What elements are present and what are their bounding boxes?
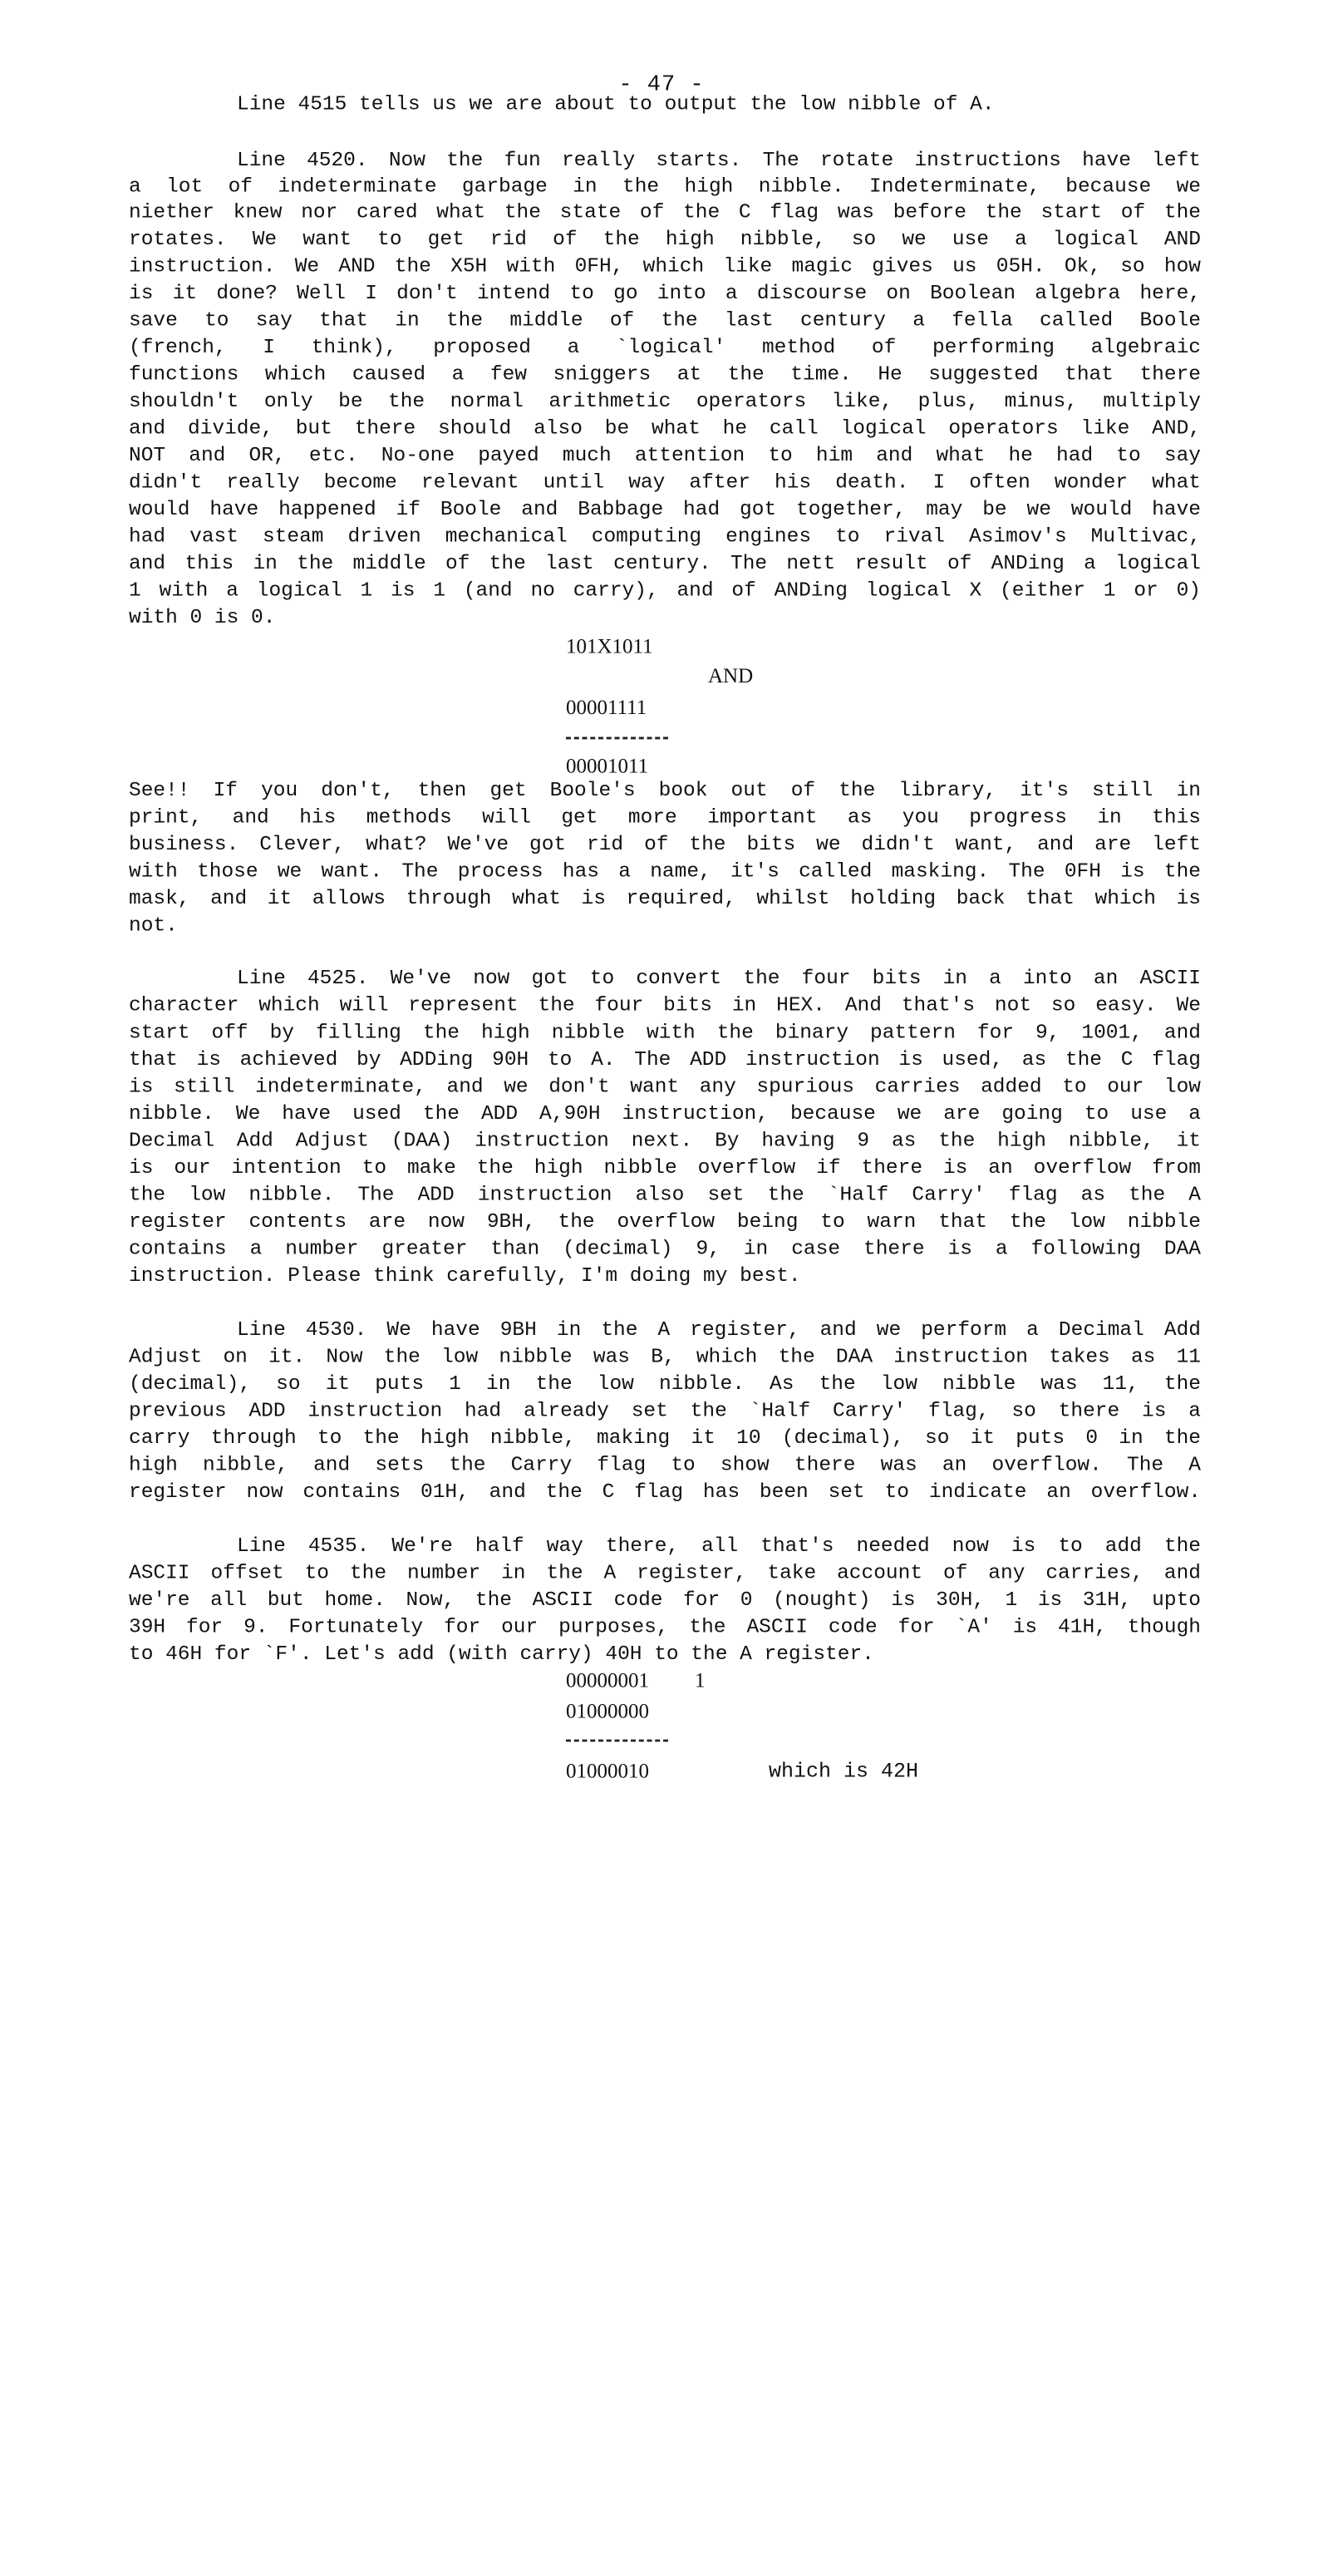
paragraph-line: the low nibble. The ADD instruction also set the `Half Carry' flag as the A — [129, 1184, 1201, 1207]
paragraph-line: contains a number greater than (decimal) 9, in case there is a following DAA — [129, 1238, 1201, 1261]
paragraph-line: previous ADD instruction had already set the `Half Carry' flag, so there is a — [129, 1400, 1201, 1423]
paragraph-line: Adjust on it. Now the low nibble was B, which the DAA instruction takes as 11 — [129, 1346, 1201, 1369]
paragraph-line: Line 4535. We're half way there, all that's needed now is to add the — [237, 1535, 1201, 1559]
paragraph-line: we're all but home. Now, the ASCII code for 0 (nought) is 30H, 1 is 31H, upto — [129, 1589, 1201, 1613]
paragraph-line: instruction. Please think carefully, I'm doing my best. — [129, 1264, 801, 1288]
paragraph-line: (french, I think), proposed a `logical' method of performing algebraic — [129, 336, 1201, 359]
paragraph-line: is our intention to make the high nibble overflow if there is an overflow from — [129, 1156, 1201, 1180]
page-number: - 47 - — [618, 72, 705, 98]
paragraph-line: Line 4520. Now the fun really starts. The rotate instructions have left — [237, 150, 1201, 173]
paragraph-line: business. Clever, what? We've got rid of the bits we didn't want, and are left — [129, 834, 1201, 857]
paragraph-line: is it done? Well I don't intend to go into a discourse on Boolean algebra here, — [129, 282, 1201, 305]
paragraph-line: NOT and OR, etc. No-one payed much attention to him and what he had to say — [129, 445, 1201, 468]
paragraph-line: Line 4525. We've now got to convert the four bits in a into an ASCII — [237, 968, 1201, 991]
paragraph-line: and this in the middle of the last century. The nett result of ANDing a logical — [129, 553, 1201, 576]
and-operand-1: 101X1011 — [566, 635, 653, 658]
paragraph-line: not. — [129, 914, 178, 938]
add-carry-bit: 1 — [695, 1669, 706, 1692]
paragraph-line: register now contains 01H, and the C flag has been set to indicate an overflow. — [129, 1481, 1201, 1505]
add-operand-1: 00000001 — [566, 1669, 649, 1692]
paragraph-line: niether knew nor cared what the state of the C flag was before the start of the — [129, 201, 1201, 224]
paragraph-line: Line 4530. We have 9BH in the A register, and we perform a Decimal Add — [237, 1318, 1201, 1342]
paragraph-line: that is achieved by ADDing 90H to A. The ADD instruction is used, as the C flag — [129, 1048, 1201, 1071]
paragraph-line: ASCII offset to the number in the A register, take account of any carries, and — [129, 1562, 1201, 1585]
and-operand-2: 00001111 — [566, 697, 647, 720]
paragraph-line: a lot of indeterminate garbage in the high nibble. Indeterminate, because we — [129, 175, 1201, 199]
paragraph-line: had vast steam driven mechanical computing engines to rival Asimov's Multivac, — [129, 525, 1201, 549]
paragraph-line: Line 4515 tells us we are about to output the low nibble of A. — [237, 93, 995, 116]
paragraph-line: register contents are now 9BH, the overflow being to warn that the low nibble — [129, 1210, 1201, 1234]
paragraph-line: (decimal), so it puts 1 in the low nibble. As the low nibble was 11, the — [129, 1373, 1201, 1396]
paragraph-line: save to say that in the middle of the last century a fella called Boole — [129, 309, 1201, 332]
paragraph-line: with those we want. The process has a name, it's called masking. The 0FH is the — [129, 860, 1201, 884]
and-separator-line — [566, 737, 668, 740]
add-result-note: which is 42H — [769, 1759, 919, 1784]
paragraph-line: 39H for 9. Fortunately for our purposes, the ASCII code for `A' is 41H, though — [129, 1616, 1201, 1639]
paragraph-line: Decimal Add Adjust (DAA) instruction next. By having 9 as the high nibble, it — [129, 1130, 1201, 1153]
paragraph-line: 1 with a logical 1 is 1 (and no carry), and of ANDing logical X (either 1 or 0) — [129, 579, 1201, 603]
paragraph-line: carry through to the high nibble, making it 10 (decimal), so it puts 0 in the — [129, 1427, 1201, 1451]
paragraph-line: shouldn't only be the normal arithmetic operators like, plus, minus, multiply — [129, 391, 1201, 414]
paragraph-line: print, and his methods will get more important as you progress in this — [129, 806, 1201, 830]
paragraph-line: high nibble, and sets the Carry flag to show there was an overflow. The A — [129, 1454, 1201, 1477]
paragraph-line: character which will represent the four bits in HEX. And that's not so easy. We — [129, 994, 1201, 1017]
paragraph-line: mask, and it allows through what is required, whilst holding back that which is — [129, 888, 1201, 911]
add-result: 01000010 — [566, 1760, 649, 1783]
paragraph-line: to 46H for `F'. Let's add (with carry) 40H to the A register. — [129, 1643, 874, 1667]
paragraph-line: didn't really become relevant until way after his death. I often wonder what — [129, 471, 1201, 495]
paragraph-line: with 0 is 0. — [129, 607, 276, 630]
paragraph-line: would have happened if Boole and Babbage had got together, may be we would have — [129, 499, 1201, 522]
paragraph-line: and divide, but there should also be what he call logical operators like AND, — [129, 417, 1201, 441]
paragraph-line: See!! If you don't, then get Boole's book out of the library, it's still in — [129, 780, 1201, 803]
paragraph-line: functions which caused a few sniggers at the time. He suggested that there — [129, 363, 1201, 387]
add-operand-2: 01000000 — [566, 1700, 649, 1723]
paragraph-line: instruction. We AND the X5H with 0FH, which like magic gives us 05H. Ok, so how — [129, 255, 1201, 278]
paragraph-line: is still indeterminate, and we don't want any spurious carries added to our low — [129, 1076, 1201, 1099]
paragraph-line: start off by filling the high nibble with the binary pattern for 9, 1001, and — [129, 1022, 1201, 1045]
and-operator: AND — [708, 664, 754, 687]
add-separator-line — [566, 1740, 668, 1742]
paragraph-line: rotates. We want to get rid of the high nibble, so we use a logical AND — [129, 228, 1201, 251]
paragraph-line: nibble. We have used the ADD A,90H instruction, because we are going to use a — [129, 1102, 1201, 1125]
and-result: 00001011 — [566, 755, 649, 778]
